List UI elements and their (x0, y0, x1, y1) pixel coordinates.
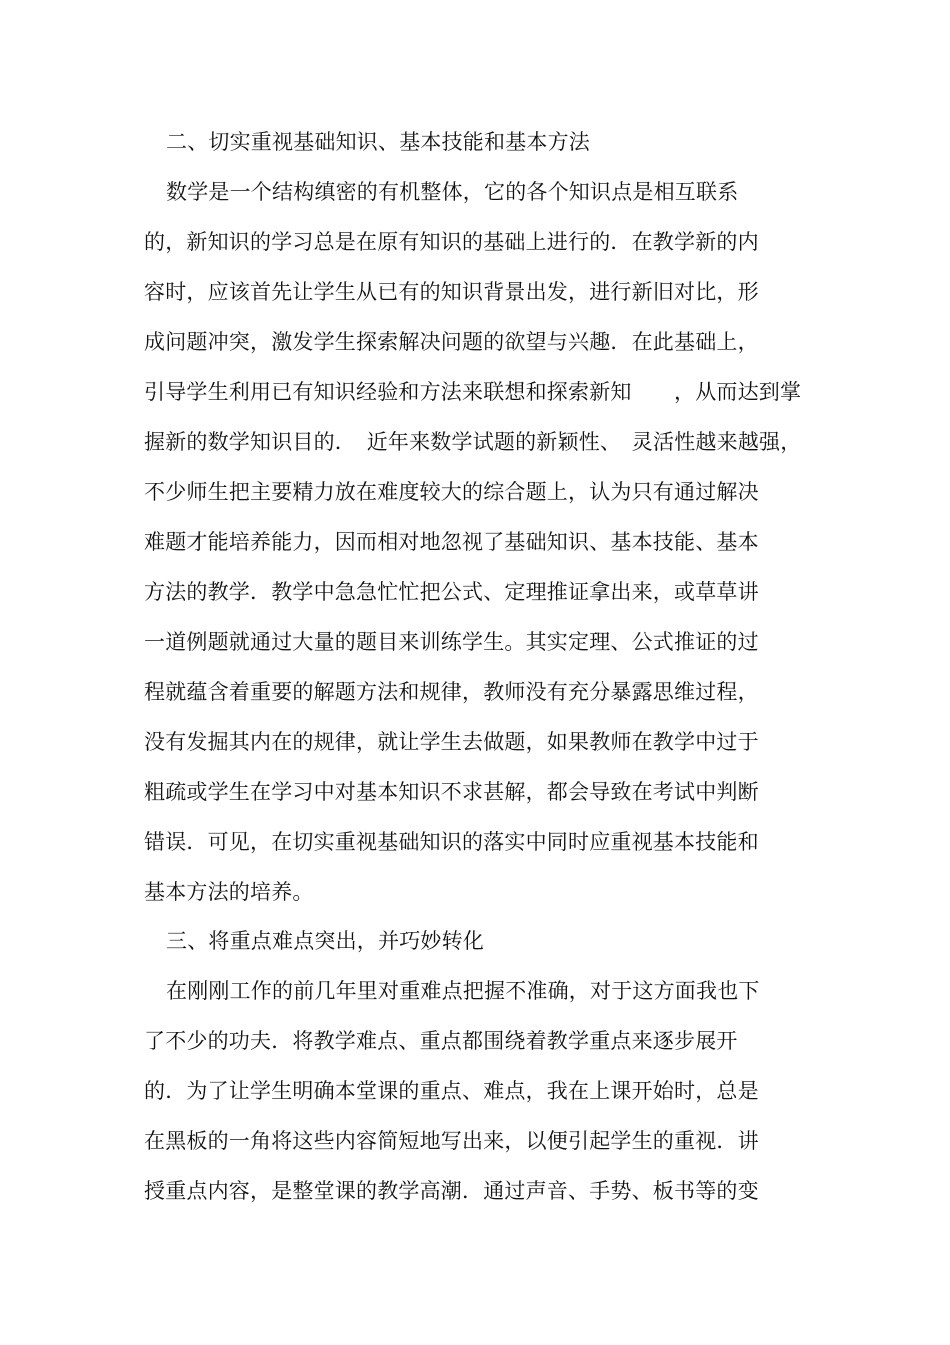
paragraph-line: 授重点内容，是整堂课的教学高潮．通过声音、手势、板书等的变 (144, 1179, 759, 1203)
paragraph-line: 粗疏或学生在学习中对基本知识不求甚解，都会导致在考试中判断 (144, 780, 759, 804)
paragraph-line: 握新的数学知识目的． 近年来数学试题的新颖性、 灵活性越来越强， (144, 430, 802, 454)
paragraph-line: 的．为了让学生明确本堂课的重点、难点，我在上课开始时，总是 (144, 1079, 759, 1103)
paragraph-line: 不少师生把主要精力放在难度较大的综合题上，认为只有通过解决 (144, 480, 759, 504)
paragraph-line: 方法的教学．教学中急急忙忙把公式、定理推证拿出来，或草草讲 (144, 580, 759, 604)
paragraph-line: 成问题冲突，激发学生探索解决问题的欲望与兴趣．在此基础上， (144, 330, 759, 354)
section-heading-3: 三、将重点难点突出，并巧妙转化 (166, 929, 484, 953)
paragraph-line: 引导学生利用已有知识经验和方法来联想和探索新知 ，从而达到掌 (144, 380, 802, 404)
paragraph-line: 基本方法的培养。 (144, 880, 314, 904)
paragraph-line: 在刚刚工作的前几年里对重难点把握不准确，对于这方面我也下 (166, 979, 760, 1003)
paragraph-line: 数学是一个结构缜密的有机整体，它的各个知识点是相互联系 (166, 180, 739, 204)
paragraph-line: 难题才能培养能力，因而相对地忽视了基础知识、基本技能、基本 (144, 530, 759, 554)
paragraph-line: 没有发掘其内在的规律，就让学生去做题，如果教师在教学中过于 (144, 730, 759, 754)
paragraph-line: 容时，应该首先让学生从已有的知识背景出发，进行新旧对比，形 (144, 280, 759, 304)
paragraph-line: 一道例题就通过大量的题目来训练学生。其实定理、公式推证的过 (144, 630, 759, 654)
paragraph-line: 错误．可见，在切实重视基础知识的落实中同时应重视基本技能和 (144, 830, 759, 854)
paragraph-line: 程就蕴含着重要的解题方法和规律，教师没有充分暴露思维过程， (144, 680, 759, 704)
paragraph-line: 在黑板的一角将这些内容简短地写出来，以便引起学生的重视．讲 (144, 1129, 759, 1153)
paragraph-line: 的，新知识的学习总是在原有知识的基础上进行的．在教学新的内 (144, 230, 759, 254)
paragraph-line: 了不少的功夫．将教学难点、重点都围绕着教学重点来逐步展开 (144, 1029, 738, 1053)
section-heading-2: 二、切实重视基础知识、基本技能和基本方法 (166, 130, 590, 154)
